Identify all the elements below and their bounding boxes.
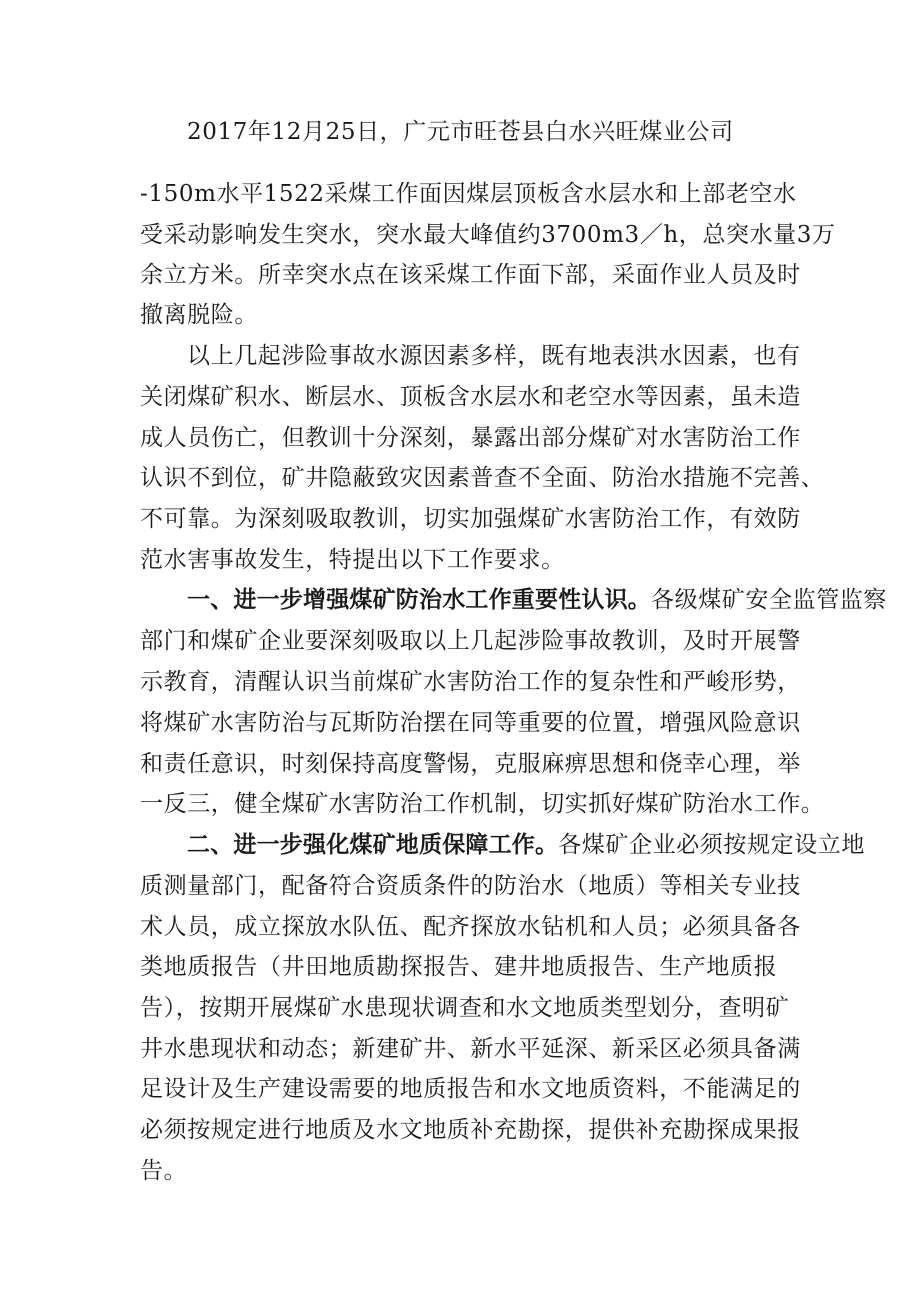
paragraph-line: 告），按期开展煤矿水患现状调查和水文地质类型划分，查明矿 — [140, 995, 790, 1021]
paragraph-line: 撤离脱险。 — [140, 302, 258, 328]
paragraph-line: -150m水平1522采煤工作面因煤层顶板含水层水和上部老空水 — [140, 181, 797, 207]
paragraph-line: 部门和煤矿企业要深刻吸取以上几起涉险事故教训，及时开展警 — [140, 628, 801, 654]
paragraph-text: 各煤矿企业必须按规定设立地 — [558, 832, 866, 858]
paragraph-line: 告。 — [140, 1158, 188, 1184]
section-heading-line — [187, 830, 866, 860]
paragraph-line: 范水害事故发生，特提出以下工作要求。 — [140, 547, 565, 573]
paragraph-line: 以上几起涉险事故水源因素多样，既有地表洪水因素，也有 — [187, 343, 801, 369]
section-heading-line — [187, 585, 887, 615]
paragraph-line: 术人员，成立探放水队伍、配齐探放水钻机和人员；必须具备各 — [140, 914, 801, 940]
paragraph-line: 余立方米。所幸突水点在该采煤工作面下部，采面作业人员及时 — [140, 262, 801, 288]
paragraph-line: 和责任意识，时刻保持高度警惕，克服麻痹思想和侥幸心理，举 — [140, 751, 801, 777]
paragraph-line: 类地质报告（井田地质勘探报告、建井地质报告、生产地质报 — [140, 954, 778, 980]
paragraph-line: 一反三，健全煤矿水害防治工作机制，切实抓好煤矿防治水工作。 — [140, 791, 825, 817]
paragraph-line: 不可靠。为深刻吸取教训，切实加强煤矿水害防治工作，有效防 — [140, 506, 801, 532]
section-heading: 二、进一步强化煤矿地质保障工作。 — [187, 832, 559, 858]
paragraph-line: 井水患现状和动态；新建矿井、新水平延深、新采区必须具备满 — [140, 1036, 801, 1062]
paragraph-text: 各级煤矿安全监管监察 — [651, 587, 887, 613]
paragraph-line: 关闭煤矿积水、断层水、顶板含水层水和老空水等因素，虽未造 — [140, 384, 801, 410]
paragraph-line: 将煤矿水害防治与瓦斯防治摆在同等重要的位置，增强风险意识 — [140, 710, 801, 736]
paragraph-line: 足设计及生产建设需要的地质报告和水文地质资料，不能满足的 — [140, 1076, 801, 1102]
paragraph-line: 示教育，清醒认识当前煤矿水害防治工作的复杂性和严峻形势， — [140, 669, 801, 695]
paragraph-line: 认识不到位，矿井隐蔽致灾因素普查不全面、防治水措施不完善、 — [140, 465, 825, 491]
paragraph-line: 2017年12月25日，广元市旺苍县白水兴旺煤业公司 — [187, 119, 734, 145]
section-heading: 一、进一步增强煤矿防治水工作重要性认识。 — [187, 587, 651, 613]
paragraph-line: 质测量部门，配备符合资质条件的防治水（地质）等相关专业技 — [140, 873, 801, 899]
paragraph-line: 受采动影响发生突水，突水最大峰值约3700m3／h，总突水量3万 — [140, 222, 836, 248]
paragraph-line: 必须按规定进行地质及水文地质补充勘探，提供补充勘探成果报 — [140, 1117, 801, 1143]
paragraph-line: 成人员伤亡，但教训十分深刻，暴露出部分煤矿对水害防治工作 — [140, 425, 801, 451]
